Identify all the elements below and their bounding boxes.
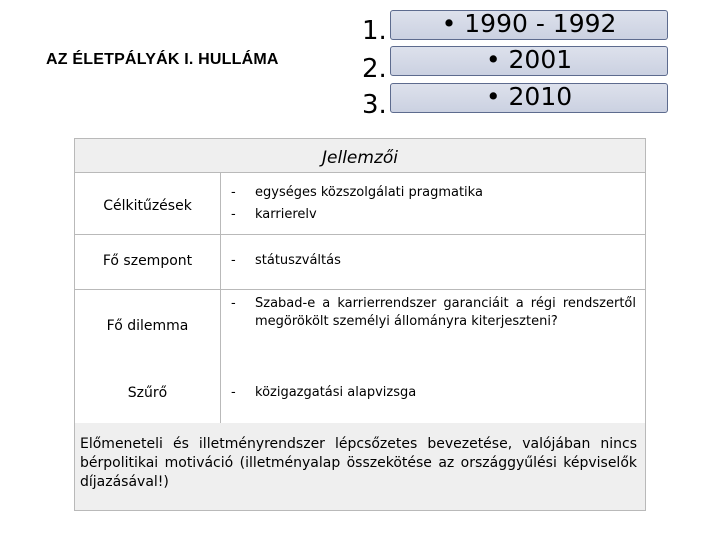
item-text: közigazgatási alapvizsga [255, 385, 417, 400]
list-item [231, 295, 636, 331]
slide-title: AZ ÉLETPÁLYÁK I. HULLÁMA [46, 51, 279, 68]
table-header: Jellemzői [75, 139, 645, 173]
list-item [231, 252, 636, 270]
row-label-fo-dilemma: Fő dilemma [106, 318, 189, 334]
item-text: karrierelv [255, 207, 317, 222]
item-text: Szabad-e a karrierrendszer garanciáit a régi rendszertől megörökölt személyi állományra kiterjeszteni? [255, 296, 636, 329]
list-item [231, 206, 636, 224]
item-text: egységes közszolgálati pragmatika [255, 185, 483, 200]
row-label-celkituzesek: Célkitűzések [103, 198, 192, 214]
footnote-text: Előmeneteli és illetményrendszer lépcsőzetes bevezetése, valójában nincs bérpolitikai motiváció (illetményalap összekötése az országgyűlési képviselők díjazásával!) [80, 436, 637, 490]
row-label-fo-szempont: Fő szempont [102, 253, 193, 269]
wave-year-1: • 1990 - 1992 [441, 9, 617, 38]
list-item [231, 384, 636, 402]
dash-bullet: - [231, 296, 236, 311]
column-divider [220, 173, 221, 423]
wave-number-1: 1. [362, 16, 387, 46]
wave-number-2: 2. [362, 54, 387, 84]
characteristics-table [74, 138, 646, 511]
dash-bullet: - [231, 185, 236, 200]
wave-year-2: • 2001 [485, 45, 573, 74]
row-divider [75, 234, 645, 235]
dash-bullet: - [231, 253, 236, 268]
footnote-cell [75, 423, 645, 510]
list-item [231, 184, 636, 202]
wave-number-3: 3. [362, 90, 387, 120]
row-label-szuro: Szűrő [127, 385, 168, 401]
wave-year-3: • 2010 [485, 82, 573, 111]
row-divider [75, 289, 645, 290]
dash-bullet: - [231, 207, 236, 222]
item-text: státuszváltás [255, 253, 341, 268]
dash-bullet: - [231, 385, 236, 400]
